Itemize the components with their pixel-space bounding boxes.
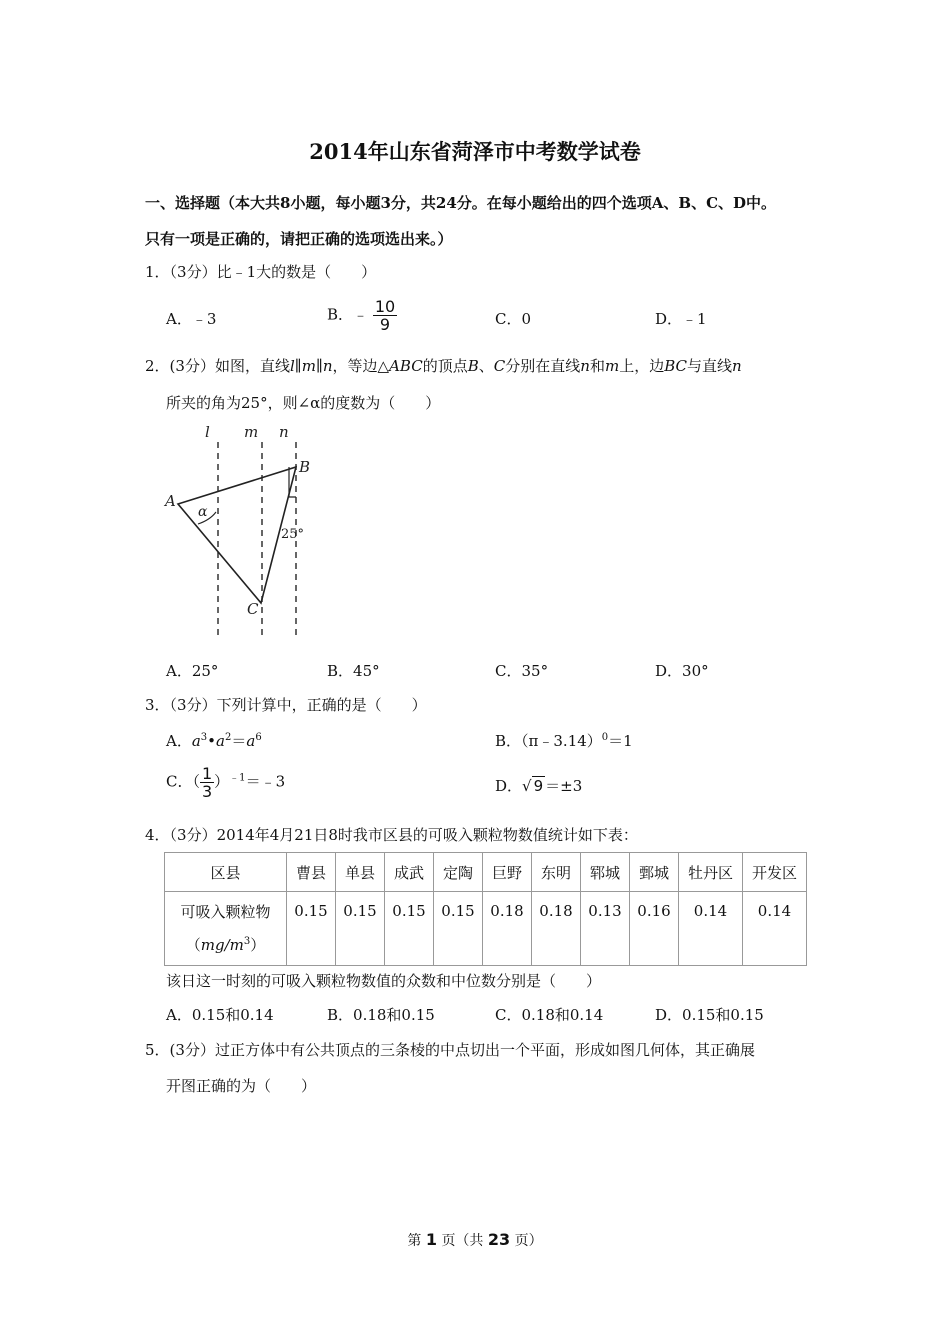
footer-page-number: 1 xyxy=(425,1230,437,1249)
question-5-line1: 5．(3分）过正方体中有公共顶点的三条棱的中点切出一个平面，形成如图几何体，其正确展 xyxy=(145,1041,755,1059)
q4-option-c: C．0.18和0.14 xyxy=(495,1006,604,1024)
q3-a-exp3: 6 xyxy=(255,732,262,743)
q1-option-a: A．﹣3 xyxy=(166,310,217,328)
sqrt-icon: √ 9 xyxy=(522,777,544,795)
table-header-cell: 巨野 xyxy=(483,853,532,892)
question-4-stem: 4．（3分）2014年4月21日8时我市区县的可吸入颗粒物数值统计如下表： xyxy=(145,826,638,844)
table-cell: 0.13 xyxy=(581,892,630,966)
question-2-line1 xyxy=(145,355,742,376)
q2-var-m2: m xyxy=(604,357,620,375)
q2-var-n2: n xyxy=(580,357,590,375)
label-25-degrees: 25° xyxy=(281,527,305,542)
label-m: m xyxy=(244,423,259,441)
footer-post: 页） xyxy=(514,1233,543,1249)
question-2-line2: 所夹的角为25°，则∠α的度数为（ ） xyxy=(166,394,441,412)
table-header-cell: 东明 xyxy=(532,853,581,892)
q3-c-exp: ﹣1 xyxy=(229,772,246,784)
table-cell: 0.15 xyxy=(336,892,385,966)
q2-var-bc: BC xyxy=(664,357,687,375)
q2-var-m: m xyxy=(301,357,316,375)
section-heading-line2: 只有一项是正确的，请把正确的选项选出来。） xyxy=(145,230,453,248)
q2-text-b: ，等边△ xyxy=(332,357,390,375)
q2-text-and: 和 xyxy=(589,357,605,375)
q2-var-c: C xyxy=(493,357,506,375)
table-header-cell: 曹县 xyxy=(287,853,336,892)
q4-option-d: D．0.15和0.15 xyxy=(655,1006,764,1024)
q2-var-n: n xyxy=(322,357,333,375)
q3-a-dot: • xyxy=(207,732,217,750)
label-a: A xyxy=(165,492,176,510)
q2-option-b: B．45° xyxy=(327,662,380,680)
q3-a-base3: a xyxy=(246,732,256,750)
table-header-cell: 区县 xyxy=(165,853,287,892)
q4-option-a: A．0.15和0.14 xyxy=(166,1006,274,1024)
table-row xyxy=(165,892,807,966)
q2-text-c: 的顶点 xyxy=(422,357,468,375)
footer-mid: 页（共 xyxy=(441,1233,484,1249)
question-5-line2: 开图正确的为（ ） xyxy=(166,1077,317,1095)
q2-var-abc: ABC xyxy=(389,357,423,375)
fraction-numerator: 1 xyxy=(201,764,213,783)
row-label-text: 可吸入颗粒物 xyxy=(180,903,271,921)
q2-figure-triangle xyxy=(160,420,320,640)
triangle-abc xyxy=(178,467,296,603)
table-header-row xyxy=(165,853,807,892)
q4-option-b: B．0.18和0.15 xyxy=(327,1006,435,1024)
q3-a-exp1: 3 xyxy=(200,732,208,743)
question-1-stem: 1．（3分）比﹣1大的数是（ ） xyxy=(145,263,377,281)
q2-parallel-1: ∥ xyxy=(294,357,302,375)
q3-a-base1: a xyxy=(191,732,201,750)
row-unit xyxy=(165,927,286,960)
fraction-numerator: 10 xyxy=(374,297,396,316)
q3-a-exp2: 2 xyxy=(224,732,232,743)
q2-var-n3: n xyxy=(732,357,742,375)
fraction-ten-ninths xyxy=(373,298,397,333)
q2-text-a: 2．(3分）如图，直线 xyxy=(145,357,290,375)
footer-total-pages: 23 xyxy=(487,1230,511,1249)
unit-exponent: 3 xyxy=(243,936,251,947)
footer-pre: 第 xyxy=(407,1233,422,1249)
q2-var-l: l xyxy=(289,357,295,375)
q3-a-equals: ＝ xyxy=(231,732,247,750)
q2-parallel-2: ∥ xyxy=(315,357,323,375)
question-3-stem: 3．（3分）下列计算中，正确的是（ ） xyxy=(145,696,427,714)
table-cell: 0.18 xyxy=(483,892,532,966)
table-cell: 0.15 xyxy=(434,892,483,966)
q3-option-a xyxy=(166,730,262,751)
q1-option-b-prefix: B．﹣ xyxy=(327,305,369,324)
q2-var-b: B xyxy=(467,357,479,375)
table-cell: 0.15 xyxy=(385,892,434,966)
q2-text-d: 分别在直线 xyxy=(505,357,581,375)
table-cell: 0.18 xyxy=(532,892,581,966)
q3-c-tail: ＝﹣3 xyxy=(245,772,286,791)
q3-d-prefix: D． xyxy=(495,777,523,795)
unit-close: ） xyxy=(250,936,266,954)
unit-open: （ xyxy=(185,936,201,954)
q2-text-f: 与直线 xyxy=(687,357,733,375)
label-b: B xyxy=(299,458,311,476)
table-header-cell: 定陶 xyxy=(434,853,483,892)
table-header-cell: 鄄城 xyxy=(630,853,679,892)
q3-c-prefix: C．（ xyxy=(166,772,200,791)
label-alpha: α xyxy=(198,504,208,520)
q2-option-d: D．30° xyxy=(655,662,709,680)
q1-option-d: D．﹣1 xyxy=(655,310,707,328)
table-cell: 0.16 xyxy=(630,892,679,966)
q2-option-c: C．35° xyxy=(495,662,549,680)
table-cell: 0.15 xyxy=(287,892,336,966)
q3-b-tail: ＝1 xyxy=(608,732,633,750)
page-footer xyxy=(0,1230,950,1250)
fraction-denominator: 9 xyxy=(379,315,391,334)
q3-option-d xyxy=(495,775,582,796)
q1-option-c: C．0 xyxy=(495,310,532,328)
sqrt-radicand: 9 xyxy=(533,777,544,795)
table-cell: 0.14 xyxy=(743,892,807,966)
label-l: l xyxy=(205,423,210,441)
label-n: n xyxy=(279,423,289,441)
table-header-cell: 成武 xyxy=(385,853,434,892)
q1-option-b xyxy=(327,298,397,333)
table-header-cell: 单县 xyxy=(336,853,385,892)
q3-d-tail: ＝±3 xyxy=(545,777,583,795)
fraction-denominator: 3 xyxy=(201,782,213,801)
q3-option-c xyxy=(166,765,285,800)
q2-text-e: 上，边 xyxy=(619,357,665,375)
table-cell: 0.14 xyxy=(679,892,743,966)
page-title: 2014年山东省菏泽市中考数学试卷 xyxy=(309,139,641,164)
particulate-table xyxy=(164,852,807,966)
section-heading-line1: 一、选择题（本大共8小题，每小题3分，共24分。在每小题给出的四个选项A、B、C、D中。 xyxy=(145,194,777,212)
q2-separator: 、 xyxy=(478,357,494,375)
table-header-cell: 开发区 xyxy=(743,853,807,892)
fraction-one-third xyxy=(200,765,214,800)
q3-a-base2: a xyxy=(216,732,225,750)
label-c: C xyxy=(247,600,259,618)
table-row-label xyxy=(165,892,287,966)
q3-b-exp: 0 xyxy=(601,732,609,743)
q2-option-a: A．25° xyxy=(166,662,219,680)
q3-b-text: B．（π﹣3.14） xyxy=(495,732,602,750)
q3-a-prefix: A． xyxy=(166,732,192,750)
q3-option-b xyxy=(495,730,633,751)
table-header-cell: 牡丹区 xyxy=(679,853,743,892)
q3-c-close: ） xyxy=(214,772,230,791)
question-4-ask: 该日这一时刻的可吸入颗粒物数值的众数和中位数分别是（ ） xyxy=(166,972,602,990)
table-header-cell: 郓城 xyxy=(581,853,630,892)
unit-text: mg/m xyxy=(200,936,244,954)
